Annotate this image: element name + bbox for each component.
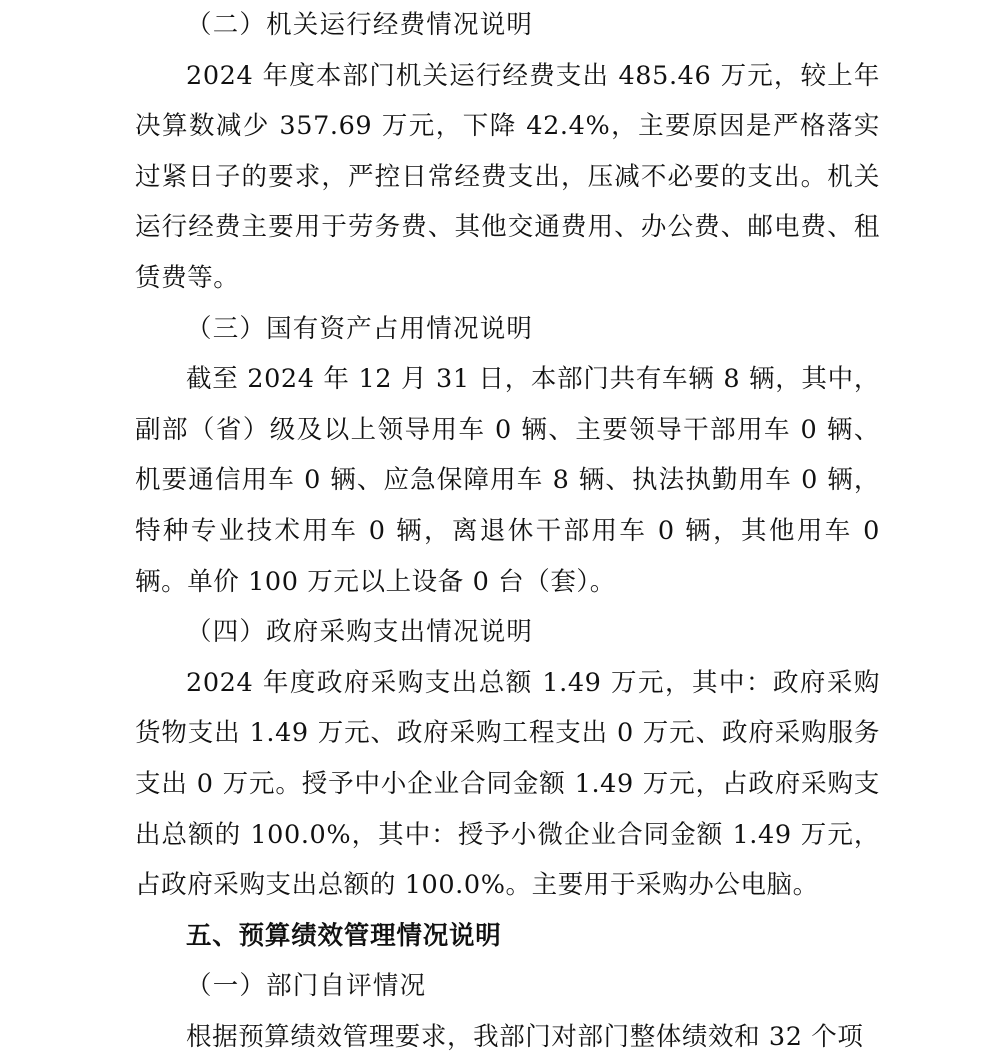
state-assets-paragraph: 截至 2024 年 12 月 31 日，本部门共有车辆 8 辆，其中，副部（省）级及以上领导用车 0 辆、主要领导干部用车 0 辆、机要通信用车 0 辆、应急保障用车 8 辆、执法执勤用车 0 辆，特种专业技术用车 0 辆，离退休干部用车 0 辆，其他用车 0 辆。单价 100 万元以上设备 0 台（套）。 <box>135 364 880 597</box>
section-heading-performance-management: 五、预算绩效管理情况说明 <box>186 920 502 951</box>
operating-expenses-paragraph: 2024 年度本部门机关运行经费支出 485.46 万元，较上年决算数减少 357.69 万元，下降 42.4%，主要原因是严格落实过紧日子的要求，严控日常经费支出，压减不必要的支出。机关运行经费主要用于劳务费、其他交通费用、办公费、邮电费、租赁费等。 <box>135 60 880 293</box>
section-heading-state-assets: （三）国有资产占用情况说明 <box>186 313 534 344</box>
document-body <box>135 0 880 1062</box>
government-procurement-paragraph: 2024 年度政府采购支出总额 1.49 万元，其中：政府采购货物支出 1.49 万元、政府采购工程支出 0 万元、政府采购服务支出 0 万元。授予中小企业合同金额 1.49 万元，占政府采购支出总额的 100.0%，其中：授予小微企业合同金额 1.49 万元，占政府采购支出总额的 100.0%。主要用于采购办公电脑。 <box>135 667 880 901</box>
self-evaluation-paragraph: 根据预算绩效管理要求，我部门对部门整体绩效和 32 个项 <box>186 1021 864 1052</box>
subsection-heading-self-evaluation: （一）部门自评情况 <box>186 971 427 1002</box>
section-heading-government-procurement: （四）政府采购支出情况说明 <box>186 617 534 648</box>
section-heading-operating-expenses: （二）机关运行经费情况说明 <box>186 10 534 40</box>
